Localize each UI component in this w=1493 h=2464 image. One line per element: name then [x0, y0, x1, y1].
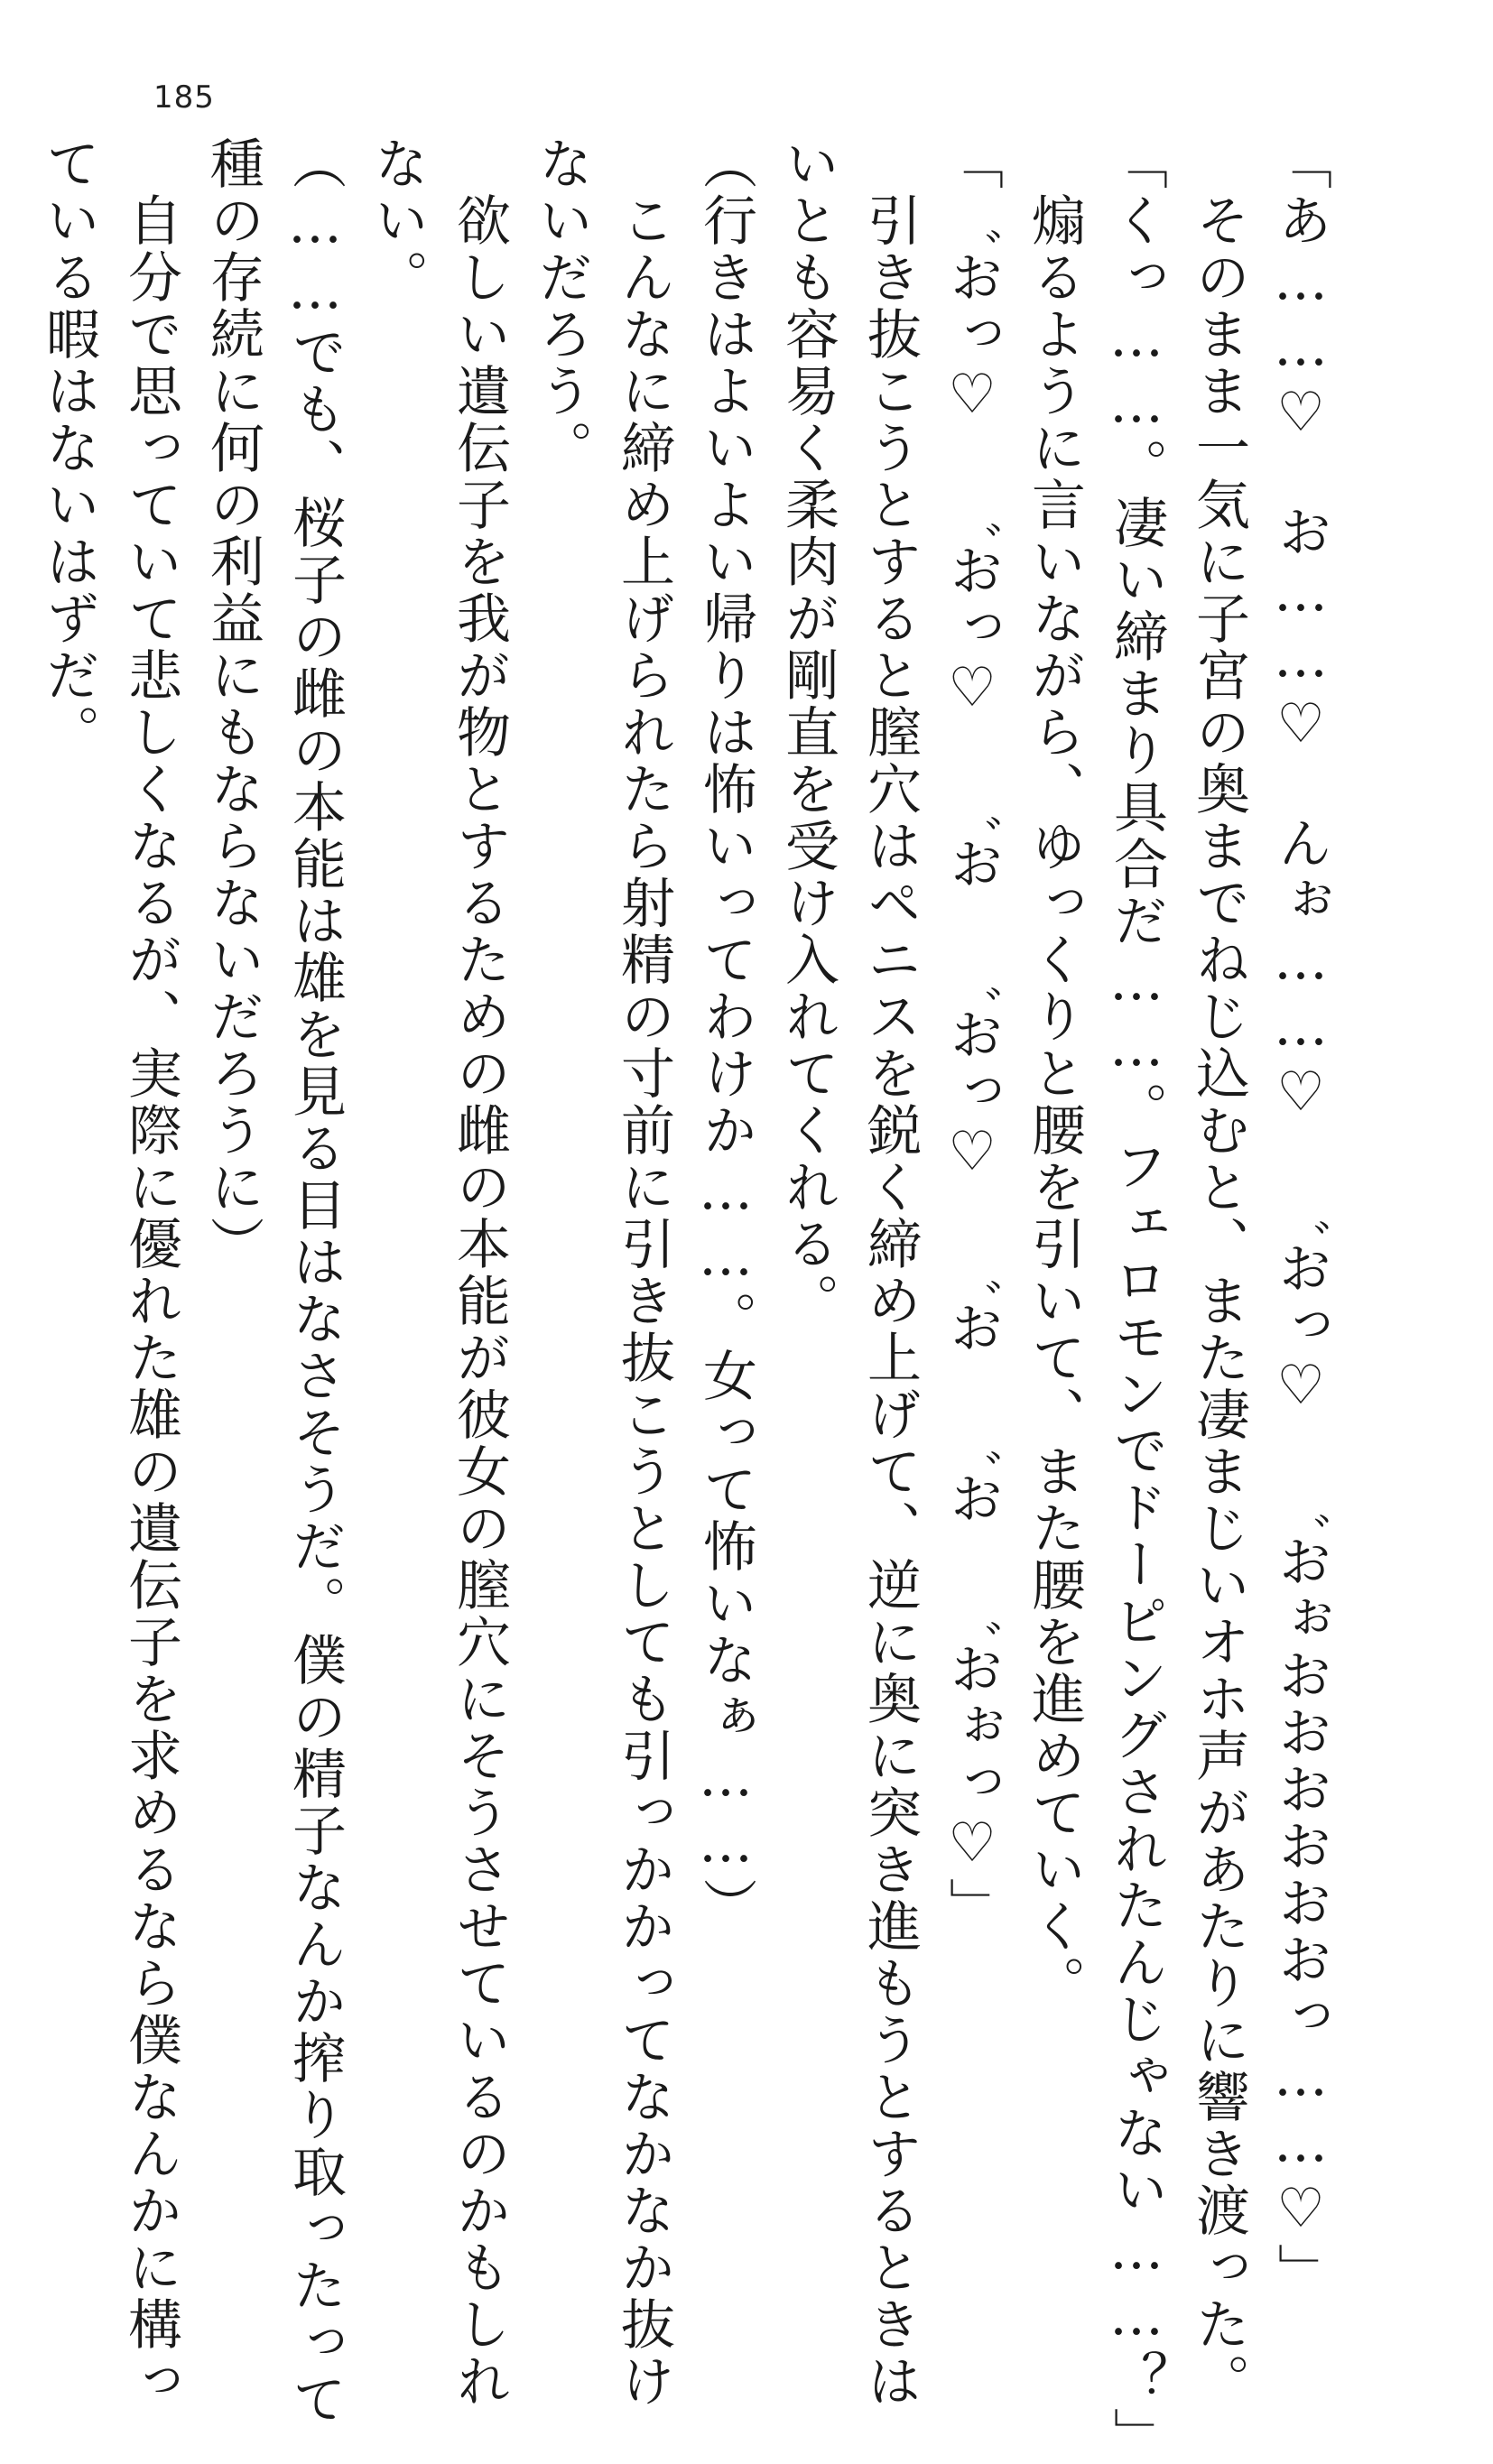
text-line: そのまま一気に子宮の奥までねじ込むと、また凄まじいオホ声があたりに響き渡った。	[1187, 135, 1250, 2410]
text-line: 「゛おっ♡ ゛おっ♡ ゛お ゛おっ♡ ゛お ゛お ゛おぉっ♡」	[941, 135, 1004, 1934]
text-line: こんなに締め上げられたら射精の寸前に引き抜こうとしても引っかかってなかなか抜け	[612, 135, 675, 2410]
text-line: 「くっ……。凄い締まり具合だ……。フェロモンでドーピングされたんじゃない……？」	[1105, 135, 1168, 2464]
text-line: 自分で思っていて悲しくなるが、実際に優れた雄の遺伝子を求めるなら僕なんかに構っ	[119, 135, 182, 2410]
text-line: （行きはよいよい帰りは怖いってわけか……。女って怖いなぁ……）	[694, 135, 757, 1934]
text-line: ない。	[366, 135, 429, 306]
text-line: 煽るように言いながら、ゆっくりと腰を引いて、また腰を進めていく。	[1023, 135, 1086, 2012]
text-line: 種の存続に何の利益にもならないだろうに）	[201, 135, 264, 1273]
page-number: 185	[153, 79, 215, 116]
text-line: ないだろう。	[530, 135, 593, 477]
text-line: （……でも、桜子の雌の本能は雄を見る目はなさそうだ。僕の精子なんか搾り取ったって	[283, 135, 347, 2428]
text-line: いとも容易く柔肉が剛直を受け入れてくれる。	[776, 135, 839, 1329]
text-line: 引き抜こうとすると膣穴はペニスを鋭く締め上げて、逆に奥に突き進もうとするときは	[858, 135, 922, 2410]
text-line: 「あ……♡ お……♡ んぉ……♡ ゛おっ♡ ゛おぉおおおおおおっ……♡」	[1269, 135, 1332, 2300]
text-line: 欲しい遺伝子を我が物とするための雌の本能が彼女の膣穴にそうさせているのかもしれ	[448, 135, 511, 2410]
body-text	[37, 135, 1332, 2464]
text-line: ている暇はないはずだ。	[37, 135, 100, 761]
